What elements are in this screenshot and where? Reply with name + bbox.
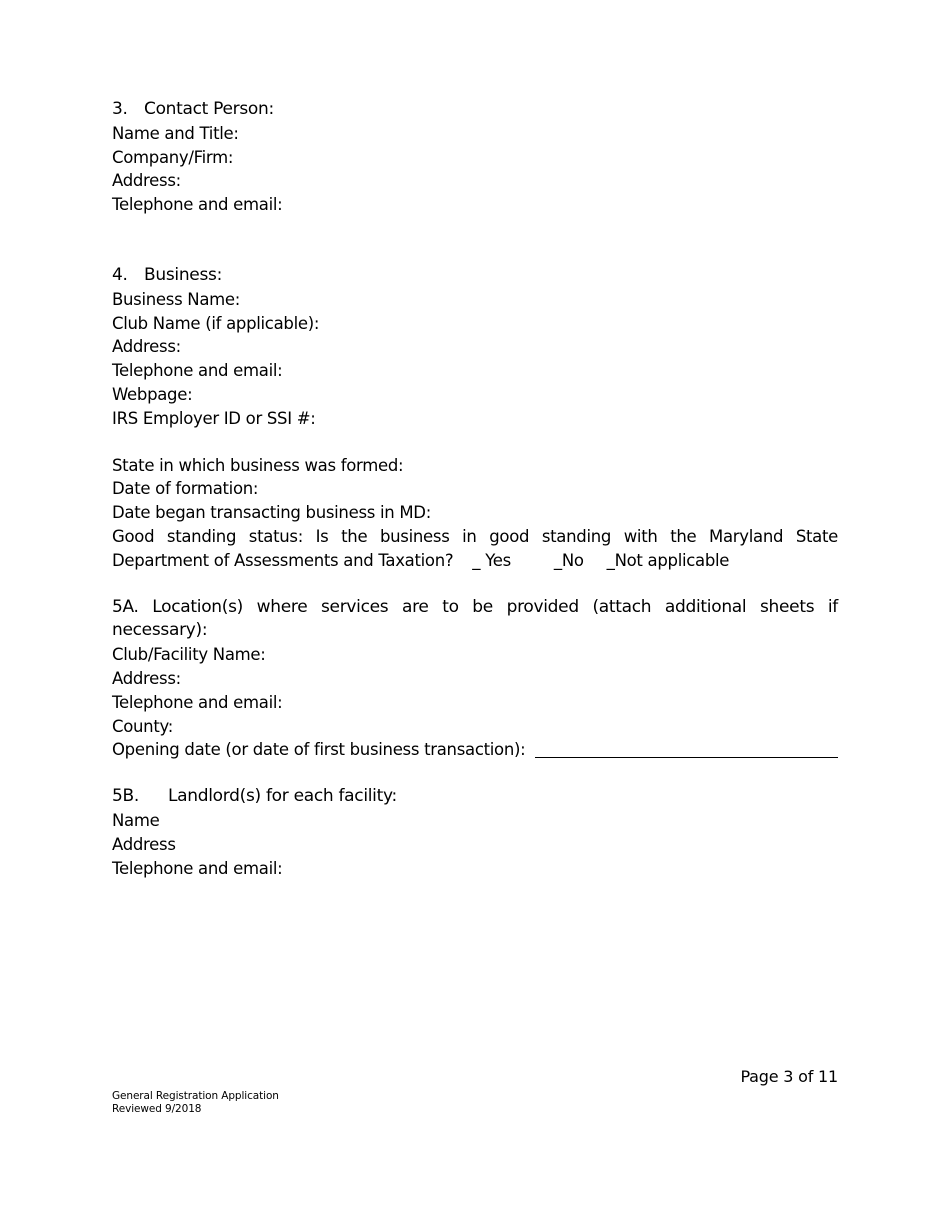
footer-review-date: Reviewed 9/2018 (112, 1103, 202, 1115)
section-5b-heading (112, 785, 838, 809)
opening-date-input[interactable] (535, 741, 838, 758)
good-standing-question: Good standing status: Is the business in good standing with the Maryland State (112, 526, 838, 546)
footer-form-title: General Registration Application (112, 1090, 279, 1102)
section-3-heading (112, 98, 838, 122)
landlord-address-field: Address (112, 834, 176, 854)
section-5a-heading: 5A. Location(s) where services are to be provided (attach additional sheets if (112, 596, 838, 617)
section-4-number: 4. (112, 264, 128, 285)
footer (112, 1090, 279, 1116)
facility-name-field: Club/Facility Name: (112, 645, 266, 665)
date-of-formation-field: Date of formation: (112, 479, 259, 499)
state-formed-field: State in which business was formed: (112, 455, 404, 475)
opening-date-row (112, 738, 838, 762)
contact-telephone-email-field: Telephone and email: (112, 195, 283, 215)
section-4-title: Business: (144, 264, 222, 285)
section-4-heading (112, 264, 838, 288)
facility-address-field: Address: (112, 668, 181, 688)
webpage-field: Webpage: (112, 384, 193, 404)
section-3-number: 3. (112, 99, 128, 119)
business-address-field: Address: (112, 337, 181, 357)
county-field: County: (112, 716, 174, 736)
form-page (112, 98, 838, 880)
section-3-title: Contact Person: (144, 99, 274, 119)
option-not-applicable[interactable]: _Not applicable (606, 550, 730, 570)
business-name-field: Business Name: (112, 289, 241, 309)
opening-date-label: Opening date (or date of first business transaction): (112, 740, 526, 760)
option-yes[interactable]: _ Yes (472, 550, 511, 570)
business-telephone-email-field: Telephone and email: (112, 361, 283, 381)
facility-telephone-email-field: Telephone and email: (112, 692, 283, 712)
company-firm-field: Company/Firm: (112, 147, 234, 167)
landlord-telephone-email-field: Telephone and email: (112, 858, 283, 878)
page-number: Page 3 of 11 (740, 1067, 838, 1086)
section-5b-title: Landlord(s) for each facility: (168, 786, 397, 807)
irs-employer-id-field: IRS Employer ID or SSI #: (112, 408, 316, 428)
contact-address-field: Address: (112, 171, 181, 191)
landlord-name-field: Name (112, 810, 160, 830)
club-name-field: Club Name (if applicable): (112, 313, 320, 333)
option-no[interactable]: _No (553, 550, 584, 570)
section-5b-number: 5B. (112, 786, 139, 807)
good-standing-line-2 (112, 549, 838, 573)
date-began-transacting-field: Date began transacting business in MD: (112, 503, 431, 523)
name-and-title-field: Name and Title: (112, 123, 239, 143)
section-5a-heading-cont: necessary): (112, 620, 208, 641)
good-standing-question-cont: Department of Assessments and Taxation? (112, 550, 454, 570)
